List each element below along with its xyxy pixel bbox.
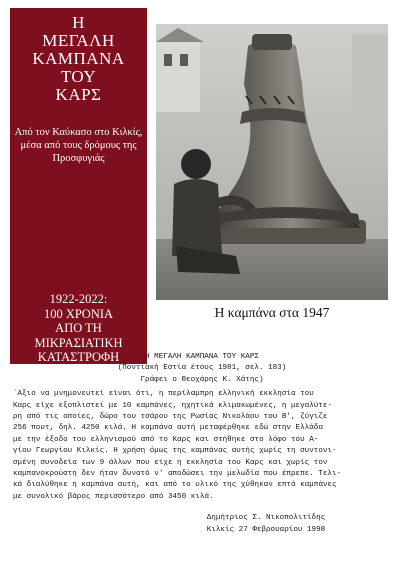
bell-photo [156,24,388,300]
anniversary-line: ΚΑΤΑΣΤΡΟΦΗ [37,350,120,364]
signature-block [181,513,351,536]
document-title [10,14,147,104]
anniversary-line: 100 ΧΡΟΝΙΑ [43,306,114,321]
text-line: ρη από τις οποίες, δώρο του τσάρου της Ρωσίας Νικολάου του Β', ζύγιζε [13,413,328,422]
title-line: ΜΕΓΑΛΗ [42,31,115,50]
text-line: με συνολικό βάρος περισσότερο από 3450 κιλά. [13,492,214,501]
excerpt-body [13,389,391,503]
excerpt-source: (Ποντιακή Εστία έτους 1981, σελ. 183) [117,364,287,373]
text-line: σμένη συνοδεία των 9 άλλων που είχε η εκκλησία του Καρς και χωρίς τον [13,458,328,467]
anniversary-line: ΜΙΚΡΑΣΙΑΤΙΚΗ [34,335,123,350]
title-panel [10,8,147,364]
title-line: ΤΟΥ [60,67,97,86]
anniversary-line: ΑΠΟ ΤΗ [55,321,102,335]
text-line: καμπανοκρούστη δεν ήταν δυνατό ν' αποδώσει την μελωδία που έπρεπε. Τελι- [13,470,342,479]
excerpt-author: Γράφει ο Θεοχάρης Κ. Χάτης) [140,375,264,384]
text-line: με την έξοδο του ελληνισμού από το Καρς και στήθηκε στο λόφο του Α- [13,435,319,444]
text-line: κά διαλύθηκε η καμπάνα αυτή, και από το υλικό της χύθηκαν επτά καμπάνες [13,481,337,490]
text-line: ΄Αξιο να μνημονευτεί είναι ότι, η περίλαμπρη ελληνική εκκλησία του [13,390,314,399]
subtitle: Από τον Καύκασο στο Κιλκίς, μέσα από τους δρόμους της Προσφυγιάς [14,127,143,164]
text-line: 256 πουτ, δηλ. 4250 κιλά. Η καμπάνα αυτή μεταφέρθηκε εδώ στην Ελλάδα [13,424,323,433]
excerpt-title: Η ΜΕΓΑΛΗ ΚΑΜΠΑΝΑ ΤΟΥ ΚΑΡΣ [145,353,259,361]
anniversary-line: 1922-2022: [49,292,108,306]
title-line: ΚΑΡΣ [55,85,102,104]
text-line: Καρς είχε εξοπλιστεί με 10 καμπάνες, ηχητικά κλιμακωμένες, η μεγαλύτε- [13,401,332,410]
signature-name: Δημήτριος Σ. Νικοπολιτίδης [206,514,326,523]
title-line: ΚΑΜΠΑΝΑ [32,49,125,68]
signature-place-date: Κιλκίς 27 Φεβρουαρίου 1998 [206,525,326,534]
photo-caption: Η καμπάνα στα 1947 [214,305,330,320]
title-line: Η [72,13,85,32]
text-line: γίου Γεωργίου Κιλκίς. Η χρήση όμως της καμπάνας αυτής χωρίς τη συντονι- [13,447,337,456]
typewritten-excerpt [13,352,391,536]
